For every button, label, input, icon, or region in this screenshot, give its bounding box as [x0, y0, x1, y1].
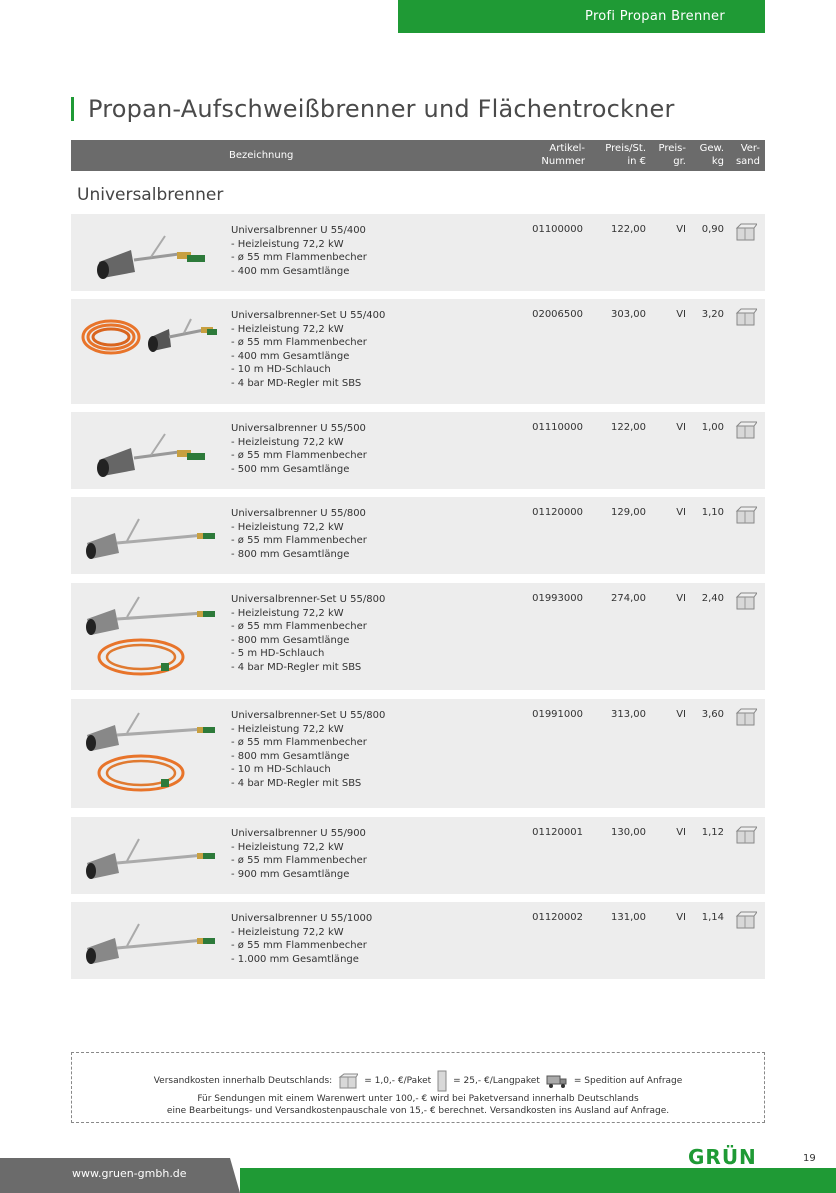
product-name: Universalbrenner-Set U 55/800 [231, 594, 386, 605]
product-feature: - 800 mm Gesamtlänge [231, 634, 350, 646]
shipping-label: Versandkosten innerhalb Deutschlands: [153, 1076, 333, 1086]
weight: 1,14 [701, 912, 724, 923]
header-versand-text: Ver- sand [735, 143, 760, 167]
package-icon [735, 308, 757, 326]
table-row [71, 299, 765, 404]
header-gewicht-text: Gew. kg [699, 143, 724, 167]
header-preis-text: Preis/St. in € [605, 143, 646, 167]
package-icon [735, 506, 757, 524]
weight: 1,00 [701, 422, 724, 433]
product-feature: - ø 55 mm Flammenbecher [231, 737, 367, 748]
table-row [71, 497, 765, 574]
header-bezeichnung: Bezeichnung [229, 150, 294, 161]
page-title-text: Propan-Aufschweißbrenner und Flächentrockner [88, 95, 675, 123]
article-number: 01100000 [532, 224, 583, 235]
article-number: 01120000 [532, 507, 583, 518]
price: 313,00 [611, 709, 646, 720]
weight: 3,20 [701, 309, 724, 320]
price-group: VI [676, 224, 686, 235]
product-image [79, 307, 219, 401]
package-icon [735, 592, 757, 610]
page-title [71, 95, 675, 123]
product-feature: - 800 mm Gesamtlänge [231, 750, 350, 762]
feature-list [231, 926, 372, 967]
product-feature: - ø 55 mm Flammenbecher [231, 621, 367, 632]
header-versand [727, 142, 760, 168]
weight: 0,90 [701, 224, 724, 235]
product-image [79, 591, 219, 685]
product-image [79, 825, 219, 889]
product-feature: - 400 mm Gesamtlänge [231, 350, 350, 362]
price-group: VI [676, 507, 686, 518]
price-group: VI [676, 827, 686, 838]
product-description [231, 912, 372, 966]
product-feature: - 5 m HD-Schlauch [231, 648, 325, 659]
header-preisgruppe-text: Preis- gr. [658, 143, 686, 167]
product-feature: - 800 mm Gesamtlänge [231, 548, 350, 560]
shipping-note-1: Für Sendungen mit einem Warenwert unter 100,- € wird bei Paketversand innerhalb Deutschlands [197, 1094, 639, 1104]
package-price: = 1,0,- €/Paket [364, 1076, 432, 1086]
price: 122,00 [611, 224, 646, 235]
weight: 1,10 [701, 507, 724, 518]
table-row [71, 412, 765, 489]
product-feature: - ø 55 mm Flammenbecher [231, 940, 367, 951]
weight: 1,12 [701, 827, 724, 838]
product-feature: - Heizleistung 72,2 kW [231, 723, 344, 735]
product-image [79, 222, 219, 286]
feature-list [231, 521, 367, 562]
product-description [231, 507, 367, 561]
feature-list [231, 436, 367, 477]
product-feature: - ø 55 mm Flammenbecher [231, 535, 367, 546]
product-feature: - 4 bar MD-Regler mit SBS [231, 777, 362, 789]
article-number: 01120001 [532, 827, 583, 838]
header-preis [591, 142, 646, 168]
brand-logo: GRÜN [688, 1145, 757, 1169]
spedition-note: = Spedition auf Anfrage [573, 1076, 683, 1086]
product-feature: - Heizleistung 72,2 kW [231, 607, 344, 619]
price-group: VI [676, 912, 686, 923]
header-gewicht [689, 142, 724, 168]
header-artikel [519, 142, 585, 168]
article-number: 02006500 [532, 309, 583, 320]
footer-green-band [240, 1168, 836, 1193]
long-package-icon [437, 1070, 447, 1092]
product-name: Universalbrenner U 55/1000 [231, 913, 373, 924]
product-feature: - 400 mm Gesamtlänge [231, 265, 350, 277]
product-feature: - Heizleistung 72,2 kW [231, 238, 344, 250]
article-number: 01110000 [532, 422, 583, 433]
price: 131,00 [611, 912, 646, 923]
product-image [79, 910, 219, 974]
table-row [71, 902, 765, 979]
shipping-note-2: eine Bearbeitungs- und Versandkostenpauschale von 15,- € berechnet. Versandkosten ins Ausland auf Anfrage. [166, 1106, 670, 1116]
product-feature: - 900 mm Gesamtlänge [231, 868, 350, 880]
package-icon [735, 223, 757, 241]
product-feature: - ø 55 mm Flammenbecher [231, 337, 367, 348]
package-icon [735, 708, 757, 726]
product-feature: - Heizleistung 72,2 kW [231, 436, 344, 448]
product-feature: - ø 55 mm Flammenbecher [231, 252, 367, 263]
product-feature: - Heizleistung 72,2 kW [231, 521, 344, 533]
product-feature: - 10 m HD-Schlauch [231, 364, 331, 375]
section-title: Universalbrenner [77, 185, 224, 205]
shipping-info-box [71, 1052, 765, 1123]
price: 129,00 [611, 507, 646, 518]
product-name: Universalbrenner U 55/500 [231, 423, 366, 434]
product-image [79, 420, 219, 484]
feature-list [231, 607, 385, 675]
product-feature: - 1.000 mm Gesamtlänge [231, 953, 359, 965]
price-group: VI [676, 593, 686, 604]
table-header [71, 140, 765, 171]
product-feature: - 10 m HD-Schlauch [231, 764, 331, 775]
package-icon [735, 826, 757, 844]
product-description [231, 422, 367, 476]
title-accent-bar [71, 97, 74, 121]
product-name: Universalbrenner U 55/900 [231, 828, 366, 839]
product-description [231, 709, 385, 790]
product-feature: - 500 mm Gesamtlänge [231, 463, 350, 475]
weight: 2,40 [701, 593, 724, 604]
article-number: 01991000 [532, 709, 583, 720]
table-row [71, 214, 765, 291]
shipping-notes [72, 1093, 764, 1117]
feature-list [231, 238, 367, 279]
price: 303,00 [611, 309, 646, 320]
product-feature: - Heizleistung 72,2 kW [231, 926, 344, 938]
feature-list [231, 323, 385, 391]
header-preisgruppe [651, 142, 686, 168]
feature-list [231, 841, 367, 882]
package-icon [735, 911, 757, 929]
price: 274,00 [611, 593, 646, 604]
price-group: VI [676, 309, 686, 320]
header-artikel-text: Artikel- Nummer [541, 143, 585, 167]
page-number: 19 [803, 1153, 816, 1164]
product-description [231, 309, 385, 390]
table-row [71, 699, 765, 808]
product-description [231, 224, 367, 278]
weight: 3,60 [701, 709, 724, 720]
product-description [231, 827, 367, 881]
product-feature: - 4 bar MD-Regler mit SBS [231, 661, 362, 673]
product-feature: - 4 bar MD-Regler mit SBS [231, 377, 362, 389]
price-group: VI [676, 422, 686, 433]
feature-list [231, 723, 385, 791]
table-row [71, 583, 765, 690]
product-name: Universalbrenner-Set U 55/400 [231, 310, 386, 321]
package-icon [338, 1073, 358, 1089]
product-name: Universalbrenner U 55/800 [231, 508, 366, 519]
website-link[interactable]: www.gruen-gmbh.de [72, 1167, 187, 1180]
table-row [71, 817, 765, 894]
product-feature: - ø 55 mm Flammenbecher [231, 450, 367, 461]
section-banner: Profi Propan Brenner [398, 0, 765, 33]
product-feature: - ø 55 mm Flammenbecher [231, 855, 367, 866]
price-group: VI [676, 709, 686, 720]
article-number: 01993000 [532, 593, 583, 604]
package-icon [735, 421, 757, 439]
product-feature: - Heizleistung 72,2 kW [231, 841, 344, 853]
article-number: 01120002 [532, 912, 583, 923]
product-name: Universalbrenner U 55/400 [231, 225, 366, 236]
truck-icon [546, 1074, 568, 1088]
product-feature: - Heizleistung 72,2 kW [231, 323, 344, 335]
price: 122,00 [611, 422, 646, 433]
product-name: Universalbrenner-Set U 55/800 [231, 710, 386, 721]
product-description [231, 593, 385, 674]
long-package-price: = 25,- €/Langpaket [453, 1076, 540, 1086]
shipping-legend [72, 1070, 764, 1092]
price: 130,00 [611, 827, 646, 838]
product-image [79, 505, 219, 569]
product-image [79, 707, 219, 801]
